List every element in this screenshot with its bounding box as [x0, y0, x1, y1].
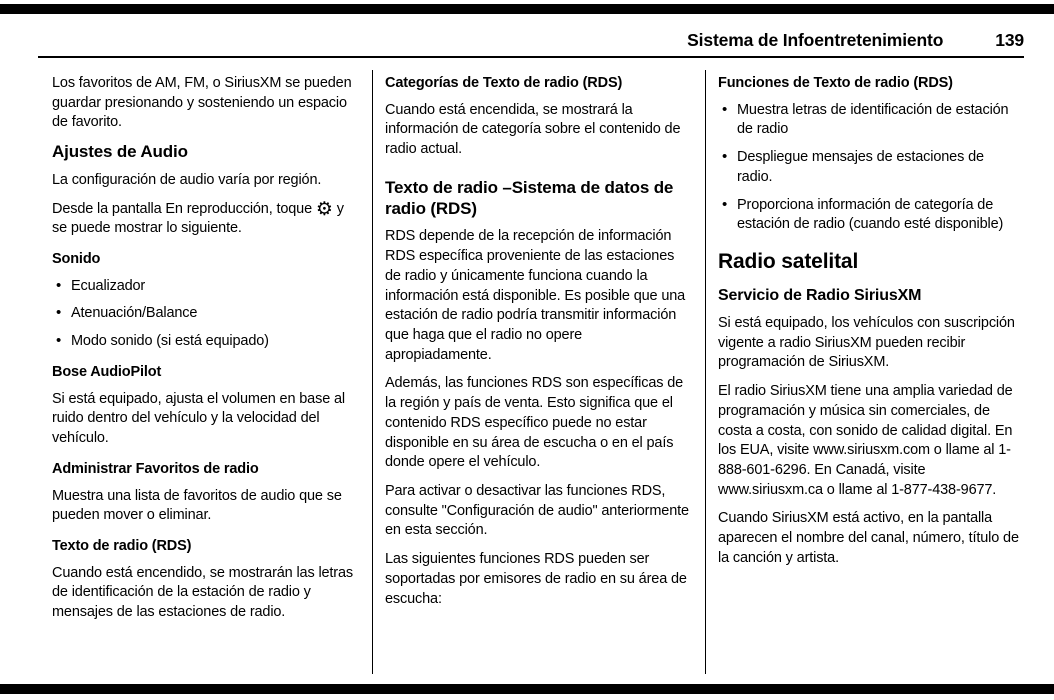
sonido-list: [52, 277, 356, 352]
column-2: [373, 70, 705, 674]
list-item: • Despliegue mensajes de estaciones de radio.: [718, 148, 1022, 187]
subheading-texto-de-radio-rds: Texto de radio (RDS): [52, 537, 192, 554]
paragraph-bose: Si está equipado, ajusta el volumen en base al ruido dentro del vehículo y la velocidad del vehículo.: [52, 390, 345, 447]
paragraph-categorias: Cuando está encendida, se mostrará la información de categoría sobre el contenido de radio actual.: [385, 101, 681, 158]
top-rule-bar: [0, 4, 1054, 14]
paragraph-rds-2: Además, las funciones RDS son específicas de la región y país de venta. Esto significa que el contenido RDS específico puede no estar disponible en su área de escucha o en el país donde opere el vehículo.: [385, 375, 684, 471]
heading-texto-de-radio-rds: Texto de radio –Sistema de datos de radio (RDS): [385, 177, 674, 218]
paragraph-siriusxm-1: Si está equipado, los vehículos con suscripción vigente a radio SiriusXM pueden recibir programación de SiriusXM.: [718, 314, 1015, 371]
paragraph-rds-4: Las siguientes funciones RDS pueden ser soportadas por emisores de radio en su área de escucha:: [385, 551, 687, 607]
funciones-list: [718, 101, 1022, 235]
paragraph-text-before-gear: Desde la pantalla En reproducción, toque: [52, 200, 313, 217]
heading-ajustes-de-audio: Ajustes de Audio: [52, 142, 188, 162]
list-item: • Modo sonido (si está equipado): [52, 332, 356, 352]
header-rule: [38, 56, 1024, 58]
paragraph-favoritos: Muestra una lista de favoritos de audio que se pueden mover o eliminar.: [52, 487, 342, 524]
list-item: • Ecualizador: [52, 277, 356, 297]
list-item: • Proporciona información de categoría de estación de radio (cuando esté disponible): [718, 196, 1022, 235]
paragraph-rds-3: Para activar o desactivar las funciones RDS, consulte "Configuración de audio" anteriormente en esta sección.: [385, 482, 689, 539]
page-header: [40, 30, 1024, 51]
heading-radio-satelital: Radio satelital: [718, 250, 859, 274]
page-title: Sistema de Infoentretenimiento: [687, 30, 944, 50]
paragraph-text-after-gear: y se puede mostrar lo siguiente.: [52, 200, 344, 237]
subheading-servicio-siriusxm: Servicio de Radio SiriusXM: [718, 287, 922, 305]
page-number: 139: [995, 30, 1024, 50]
subheading-bose-audiopilot: Bose AudioPilot: [52, 363, 162, 380]
list-item: • Atenuación/Balance: [52, 304, 356, 324]
list-item: • Muestra letras de identificación de estación de radio: [718, 101, 1022, 140]
content-columns: [40, 70, 1026, 674]
paragraph-siriusxm-3: Cuando SiriusXM está activo, en la pantalla aparecen el nombre del canal, número, título de la canción y artista.: [718, 510, 1019, 566]
paragraph-pantalla-reproduccion: Desde la pantalla En reproducción, toque ⚙ y se puede mostrar lo siguiente.: [52, 198, 344, 237]
subheading-funciones-rds: Funciones de Texto de radio (RDS): [718, 75, 953, 91]
bottom-rule-bar: [0, 684, 1054, 694]
subheading-categorias-rds: Categorías de Texto de radio (RDS): [385, 75, 623, 91]
subheading-administrar-favoritos: Administrar Favoritos de radio: [52, 460, 259, 477]
paragraph-rds-1: RDS depende de la recepción de información RDS específica proveniente de las estaciones de radio y únicamente funciona cuando la información está disponible. Es posible que una estación de radio podría transmitir información que haga que el radio no opere apropiadamente.: [385, 228, 686, 363]
column-1: [40, 70, 372, 674]
paragraph-siriusxm-2: El radio SiriusXM tiene una amplia variedad de programación y música sin comerciales, de costa a costa, con sonido de calidad digital. En los EUA, visite www.siriusxm.com o llame al 1-888-601-6296. En Canadá, visite www.siriusxm.ca o llame al 1-877-438-9677.: [718, 383, 1013, 498]
paragraph-texto-de-radio: Cuando está encendido, se mostrarán las letras de identificación de la estación de radio y mensajes de las estaciones de radio.: [52, 564, 353, 621]
column-3: [706, 70, 1026, 674]
paragraph-config-region: La configuración de audio varía por región.: [52, 171, 322, 188]
paragraph-favorites-intro: Los favoritos de AM, FM, o SiriusXM se pueden guardar presionando y sosteniendo un espacio de favorito.: [52, 75, 352, 131]
subheading-sonido: Sonido: [52, 251, 101, 268]
